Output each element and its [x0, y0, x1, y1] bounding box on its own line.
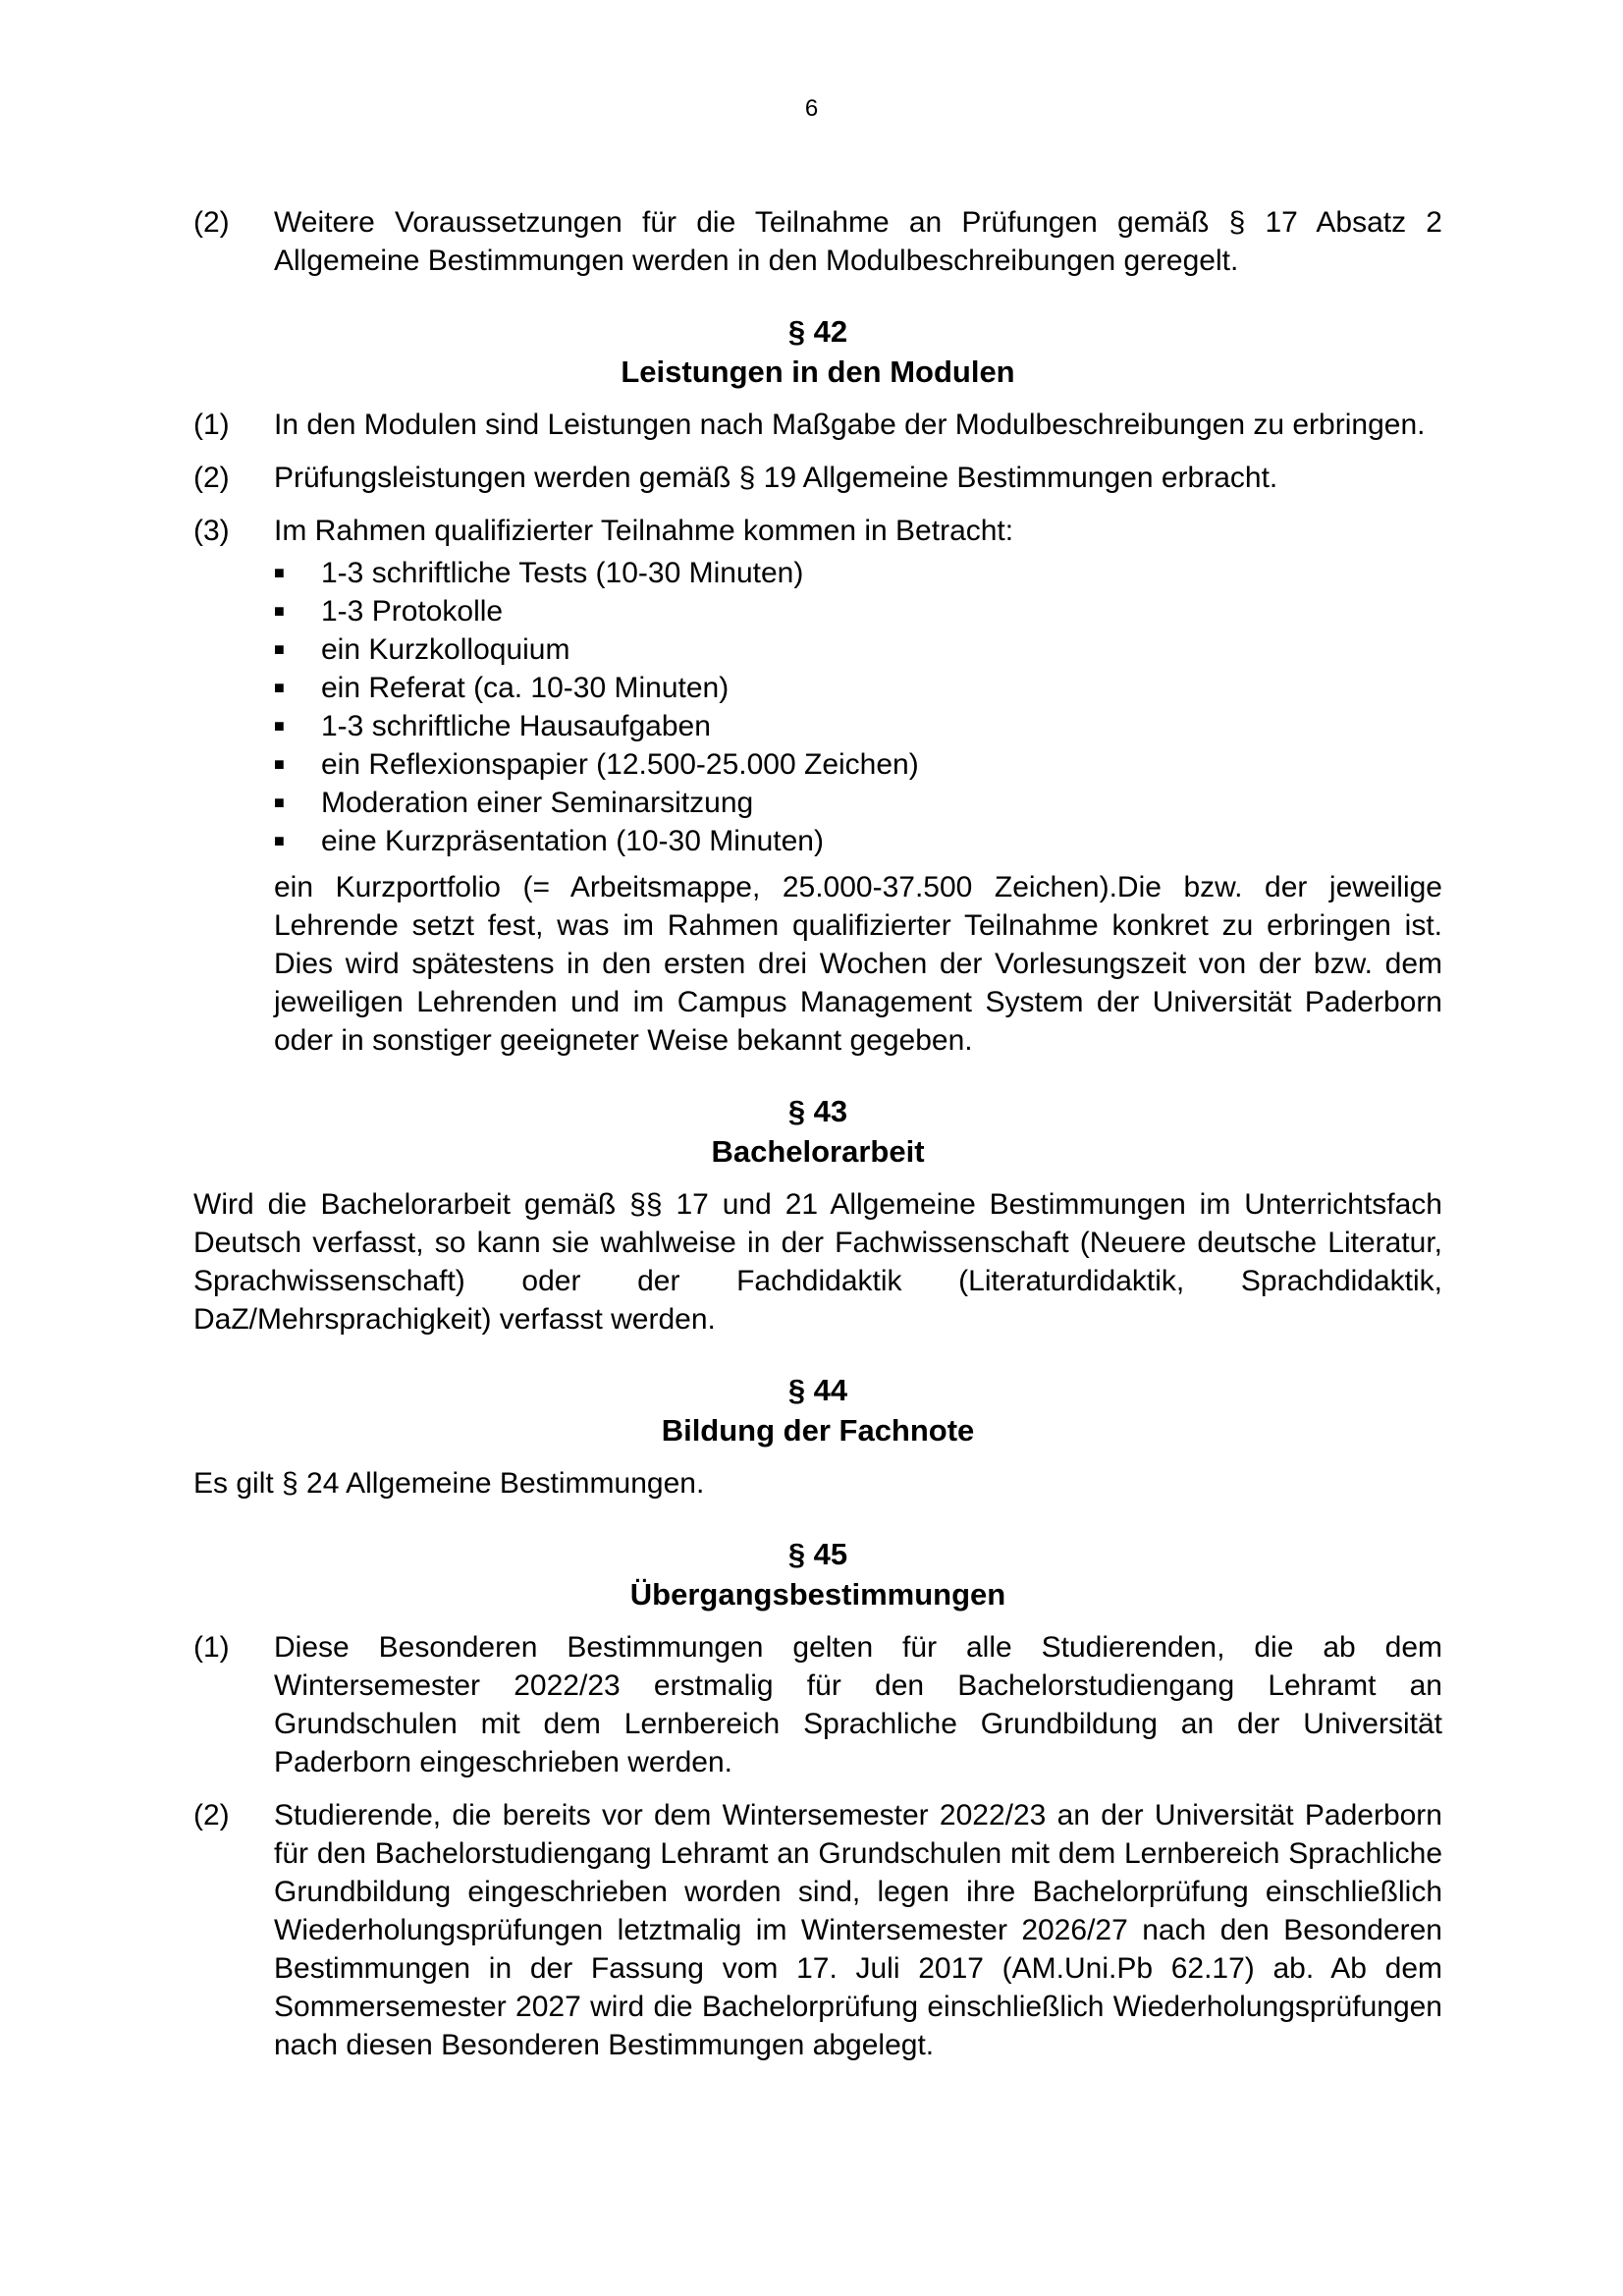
bullet-list [274, 554, 1442, 860]
section-number: § 45 [787, 1537, 848, 1571]
square-bullet-icon: ■ [274, 831, 285, 850]
paragraph-intro [193, 203, 1442, 280]
list-item [274, 745, 1442, 784]
section-number: § 42 [787, 314, 848, 349]
paragraph-number: (1) [193, 1631, 230, 1664]
list-item [274, 592, 1442, 630]
list-item [274, 630, 1442, 669]
list-item-text: eine Kurzpräsentation (10-30 Minuten) [321, 825, 824, 857]
section-title: Leistungen in den Modulen [621, 355, 1015, 389]
paragraph-42-3 [193, 512, 1442, 550]
section-number: § 43 [787, 1094, 848, 1128]
section-heading-43 [193, 1091, 1442, 1172]
section-heading-44 [193, 1370, 1442, 1450]
paragraph-45-1 [193, 1628, 1442, 1781]
paragraph-number: (1) [193, 409, 230, 441]
square-bullet-icon: ■ [274, 716, 285, 736]
paragraph-number: (2) [193, 206, 230, 239]
paragraph-text: Prüfungsleistungen werden gemäß § 19 Allgemeine Bestimmungen erbracht. [274, 462, 1278, 494]
section-number: § 44 [787, 1373, 848, 1407]
square-bullet-icon: ■ [274, 754, 285, 774]
list-item-text: ein Referat (ca. 10-30 Minuten) [321, 672, 730, 704]
section-heading-45 [193, 1534, 1442, 1614]
list-item-text: 1-3 schriftliche Tests (10-30 Minuten) [321, 557, 804, 589]
paragraph-45-2 [193, 1796, 1442, 2064]
square-bullet-icon: ■ [274, 793, 285, 812]
square-bullet-icon: ■ [274, 563, 285, 582]
section-title: Bildung der Fachnote [661, 1413, 975, 1448]
list-item [274, 822, 1442, 860]
list-item [274, 669, 1442, 707]
paragraph-42-2 [193, 459, 1442, 497]
paragraph-42-3-continuation: ein Kurzportfolio (= Arbeitsmappe, 25.000-37.500 Zeichen).Die bzw. der jeweilige Lehrende setzt fest, was im Rahmen qualifizierter Teilnahme konkret zu erbringen ist. Dies wird spätestens in den ersten drei Wochen der Vorlesungszeit von der bzw. dem jeweiligen Lehrenden und im Campus Management System der Universität Paderborn oder in sonstiger geeigneter Weise bekannt gegeben. [274, 871, 1442, 1057]
section-text-43: Wird die Bachelorarbeit gemäß §§ 17 und 21 Allgemeine Bestimmungen im Unterrichtsfach Deutsch verfasst, so kann sie wahlweise in der Fachwissenschaft (Neuere deutsche Literatur, Sprachwissenschaft) oder der Fachdidaktik (Literaturdidaktik, Sprachdidaktik, DaZ/Mehrsprachigkeit) verfasst werden. [193, 1188, 1442, 1336]
section-heading-42 [193, 311, 1442, 392]
page-content [193, 203, 1442, 2079]
list-item [274, 707, 1442, 745]
list-item-text: ein Kurzkolloquium [321, 633, 570, 666]
list-item-text: 1-3 schriftliche Hausaufgaben [321, 710, 711, 742]
paragraph-text: Weitere Voraussetzungen für die Teilnahme an Prüfungen gemäß § 17 Absatz 2 Allgemeine Bestimmungen werden in den Modulbeschreibungen geregelt. [274, 206, 1442, 277]
paragraph-number: (2) [193, 1799, 230, 1831]
page-number: 6 [804, 95, 819, 122]
list-item [274, 784, 1442, 822]
square-bullet-icon: ■ [274, 601, 285, 621]
list-item [274, 554, 1442, 592]
section-text-44: Es gilt § 24 Allgemeine Bestimmungen. [193, 1467, 705, 1500]
paragraph-42-1 [193, 406, 1442, 444]
paragraph-text: Diese Besonderen Bestimmungen gelten für alle Studierenden, die ab dem Wintersemester 2022/23 erstmalig für den Bachelorstudiengang Lehramt an Grundschulen mit dem Lernbereich Sprachliche Grundbildung an der Universität Paderborn eingeschrieben werden. [274, 1631, 1442, 1778]
paragraph-number: (3) [193, 515, 230, 547]
square-bullet-icon: ■ [274, 639, 285, 659]
paragraph-text: Studierende, die bereits vor dem Wintersemester 2022/23 an der Universität Paderborn für den Bachelorstudiengang Lehramt an Grundschulen mit dem Lernbereich Sprachliche Grundbildung eingeschrieben worden sind, legen ihre Bachelorprüfung einschließlich Wiederholungsprüfungen letztmalig im Wintersemester 2026/27 nach den Besonderen Bestimmungen in der Fassung vom 17. Juli 2017 (AM.Uni.Pb 62.17) ab. Ab dem Sommersemester 2027 wird die Bachelorprüfung einschließlich Wiederholungsprüfungen nach diesen Besonderen Bestimmungen abgelegt. [274, 1799, 1442, 2061]
paragraph-number: (2) [193, 462, 230, 494]
paragraph-text: In den Modulen sind Leistungen nach Maßgabe der Modulbeschreibungen zu erbringen. [274, 409, 1426, 441]
square-bullet-icon: ■ [274, 678, 285, 697]
list-item-text: Moderation einer Seminarsitzung [321, 787, 754, 819]
list-item-text: ein Reflexionspapier (12.500-25.000 Zeichen) [321, 748, 919, 781]
paragraph-text: Im Rahmen qualifizierter Teilnahme kommen in Betracht: [274, 515, 1014, 547]
section-title: Bachelorarbeit [711, 1134, 925, 1169]
list-item-text: 1-3 Protokolle [321, 595, 504, 628]
section-title: Übergangsbestimmungen [629, 1577, 1006, 1612]
